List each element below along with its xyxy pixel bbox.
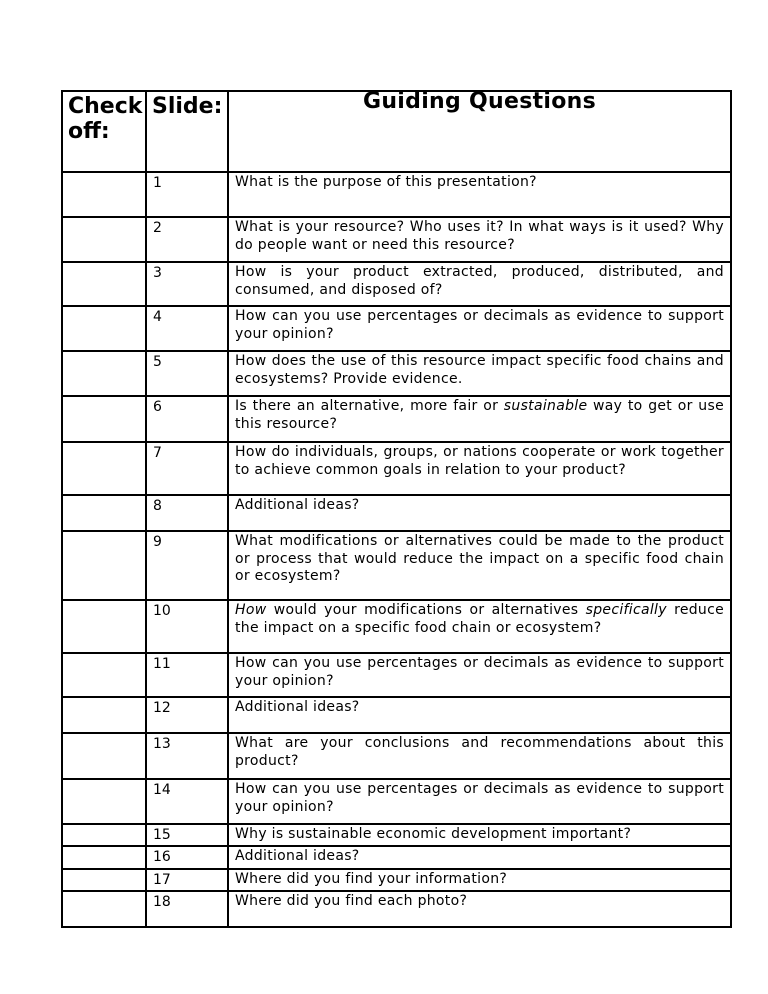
question-text: What is the purpose of this presentation?	[235, 174, 537, 190]
slide-number: 14	[147, 780, 229, 823]
check-off-cell[interactable]	[63, 532, 147, 599]
question-text: How can you use percentages or decimals as evidence to support your opinion?	[235, 655, 724, 689]
check-off-cell[interactable]	[63, 173, 147, 216]
question-text: Why is sustainable economic development important?	[235, 826, 632, 842]
question-text: How can you use percentages or decimals as evidence to support your opinion?	[235, 308, 724, 342]
question-text: Where did you find your information?	[235, 871, 508, 887]
check-off-cell[interactable]	[63, 654, 147, 696]
check-off-cell[interactable]	[63, 847, 147, 868]
slide-number: 9	[147, 532, 229, 599]
question-text: Where did you find each photo?	[235, 893, 468, 909]
table-row	[63, 847, 730, 870]
slide-number: 8	[147, 496, 229, 530]
check-off-cell[interactable]	[63, 443, 147, 494]
table-row	[63, 870, 730, 892]
table-row	[63, 601, 730, 654]
check-off-cell[interactable]	[63, 397, 147, 441]
question-text: How can you use percentages or decimals as evidence to support your opinion?	[235, 781, 724, 815]
slide-number: 15	[147, 825, 229, 845]
question-text: How does the use of this resource impact specific food chains and ecosystems? Provide evidence.	[235, 353, 724, 387]
slide-number: 17	[147, 870, 229, 890]
table-row	[63, 532, 730, 601]
table-row	[63, 218, 730, 263]
table-row	[63, 825, 730, 847]
check-off-cell[interactable]	[63, 601, 147, 652]
check-off-header: Check off:	[63, 92, 147, 171]
table-row	[63, 734, 730, 780]
slide-header: Slide:	[147, 92, 229, 171]
table-row	[63, 263, 730, 307]
question-text: What are your conclusions and recommendations about this product?	[235, 735, 724, 769]
table-row	[63, 780, 730, 825]
slide-number: 2	[147, 218, 229, 261]
slide-number: 6	[147, 397, 229, 441]
table-row	[63, 654, 730, 698]
check-off-cell[interactable]	[63, 780, 147, 823]
question-text: Additional ideas?	[235, 848, 360, 864]
question-text: What is your resource? Who uses it? In what ways is it used? Why do people want or need this resource?	[235, 219, 724, 253]
slide-number: 12	[147, 698, 229, 732]
slide-number: 11	[147, 654, 229, 696]
slide-number: 10	[147, 601, 229, 652]
guiding-questions-header: Guiding Questions	[362, 89, 597, 114]
guiding-questions-table	[61, 90, 732, 928]
table-row	[63, 397, 730, 443]
question-text: What modifications or alternatives could be made to the product or process that would reduce the impact on a specific food chain or ecosystem?	[235, 533, 724, 584]
check-off-cell[interactable]	[63, 870, 147, 890]
table-row	[63, 698, 730, 734]
check-off-cell[interactable]	[63, 892, 147, 926]
check-off-cell[interactable]	[63, 307, 147, 350]
check-off-cell[interactable]	[63, 496, 147, 530]
slide-number: 4	[147, 307, 229, 350]
table-row	[63, 443, 730, 496]
question-text: Additional ideas?	[235, 699, 360, 715]
question-text: How would your modifications or alternatives specifically reduce the impact on a specific food chain or ecosystem?	[235, 602, 725, 636]
question-text: Additional ideas?	[235, 497, 360, 513]
slide-number: 1	[147, 173, 229, 216]
check-off-cell[interactable]	[63, 734, 147, 778]
check-off-cell[interactable]	[63, 825, 147, 845]
slide-number: 18	[147, 892, 229, 926]
slide-number: 16	[147, 847, 229, 868]
check-off-cell[interactable]	[63, 263, 147, 305]
slide-number: 13	[147, 734, 229, 778]
table-row	[63, 173, 730, 218]
question-text: How do individuals, groups, or nations cooperate or work together to achieve common goals in relation to your product?	[235, 444, 724, 478]
check-off-cell[interactable]	[63, 352, 147, 395]
check-off-cell[interactable]	[63, 218, 147, 261]
question-text: Is there an alternative, more fair or sustainable way to get or use this resource?	[235, 398, 724, 432]
table-row	[63, 352, 730, 397]
check-off-cell[interactable]	[63, 698, 147, 732]
table-row	[63, 892, 730, 928]
table-row	[63, 496, 730, 532]
question-text: How is your product extracted, produced, distributed, and consumed, and disposed of?	[235, 264, 724, 298]
table-row	[63, 307, 730, 352]
slide-number: 5	[147, 352, 229, 395]
slide-number: 3	[147, 263, 229, 305]
slide-number: 7	[147, 443, 229, 494]
table-header-row	[63, 89, 730, 173]
